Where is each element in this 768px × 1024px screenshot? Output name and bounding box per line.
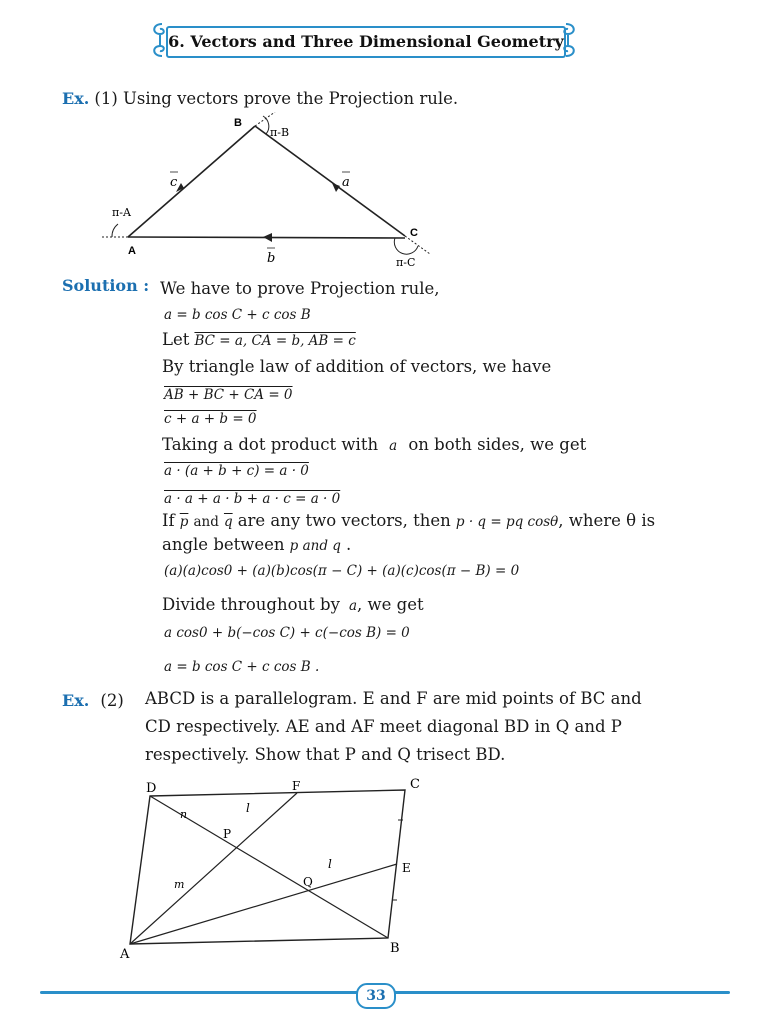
point-e-label: E <box>402 861 411 875</box>
vertex-b2-label: B <box>390 941 400 956</box>
point-f-label: F <box>292 779 301 793</box>
solution-label: Solution : <box>62 276 150 295</box>
arrow-b-icon <box>263 233 272 242</box>
vertex-a-label: A <box>128 245 136 257</box>
side-bc <box>255 126 405 236</box>
angle-a-label: π-A <box>112 206 131 219</box>
solution-line-1: We have to prove Projection rule, <box>160 279 440 298</box>
segment-n-label: n <box>180 808 188 821</box>
vec-b-label: b <box>267 251 276 266</box>
solution-line-5: AB + BC + CA = 0 <box>164 387 293 403</box>
solution-line-11: angle between p and q . <box>162 535 352 554</box>
segment-m-label: m <box>174 878 185 891</box>
page-number: 33 <box>356 983 396 1009</box>
solution-line-13: Divide throughout by a, we get <box>162 595 424 614</box>
solution-line-9: a · a + a · b + a · c = a · 0 <box>164 491 341 507</box>
ex1-label: Ex. <box>62 89 90 108</box>
ex1-heading <box>62 88 458 110</box>
vertex-b-label: B <box>234 117 242 129</box>
angle-arc-b <box>263 116 269 134</box>
solution-line-14: a cos0 + b(−cos C) + c(−cos B) = 0 <box>164 625 410 641</box>
scroll-ornament-left-icon <box>148 22 168 58</box>
point-q-label: Q <box>303 875 313 889</box>
vertex-a2-label: A <box>120 947 130 962</box>
angle-b-label: π-B <box>270 126 290 139</box>
vertex-c2-label: C <box>410 777 420 792</box>
solution-line-6: c + a + b = 0 <box>164 411 257 427</box>
vertex-c-label: C <box>410 227 418 239</box>
ex1-question: (1) Using vectors prove the Projection rule. <box>94 89 459 108</box>
line-ae <box>130 864 397 944</box>
vec-a-label: a <box>342 175 350 190</box>
solution-line-10: If $\overline{p}$ and $\overline{q}$ are any two vectors, then p · q = pq cosθ, where θ is <box>162 511 656 530</box>
angle-arc-c <box>394 238 418 254</box>
chapter-title: 6. Vectors and Three Dimensional Geometry <box>168 32 564 51</box>
vec-c-label: c <box>170 175 178 190</box>
parallelogram-figure <box>110 776 430 966</box>
angle-arc-a <box>112 224 118 237</box>
chapter-header <box>148 22 580 58</box>
side-ab <box>128 126 255 237</box>
solution-line-12: (a)(a)cos0 + (a)(b)cos(π − C) + (a)(c)cos(π − B) = 0 <box>164 563 520 579</box>
vertex-d-label: D <box>146 781 157 796</box>
point-p-label: P <box>223 827 232 841</box>
angle-c-label: π-C <box>396 256 416 269</box>
arrow-a-icon <box>332 183 340 192</box>
parallelogram-abcd <box>130 790 405 944</box>
solution-line-15: a = b cos C + c cos B . <box>164 659 320 675</box>
segment-l1-label: l <box>246 801 250 815</box>
ex2-label: Ex. (2) <box>62 691 124 710</box>
scroll-ornament-right-icon <box>560 22 580 58</box>
chapter-title-box <box>166 26 566 58</box>
solution-line-2: a = b cos C + c cos B <box>164 307 311 323</box>
segment-l2-label: l <box>328 857 332 871</box>
ex2-question: ABCD is a parallelogram. E and F are mid points of BC and CD respectively. AE and AF meet diagonal BD in Q and P respectively. Show that P and Q trisect BD. <box>145 689 642 764</box>
solution-line-7: Taking a dot product with a on both sides, we get <box>162 435 587 454</box>
triangle-figure <box>100 112 450 272</box>
solution-line-3: Let BC = a, CA = b, AB = c <box>162 330 356 349</box>
solution-line-4: By triangle law of addition of vectors, we have <box>162 357 552 376</box>
solution-line-8: a · (a + b + c) = a · 0 <box>164 463 309 479</box>
